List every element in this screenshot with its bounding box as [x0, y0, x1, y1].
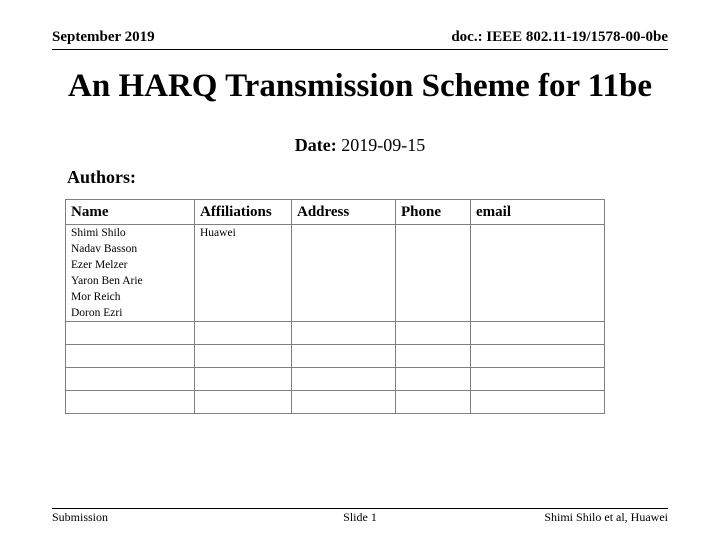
table-cell: [471, 345, 605, 368]
col-header-phone: Phone: [396, 200, 471, 225]
table-cell: [471, 368, 605, 391]
table-row: [66, 322, 605, 345]
date-line: [0, 135, 720, 156]
table-cell: [66, 391, 195, 414]
table-cell: [292, 368, 396, 391]
table-cell: [292, 391, 396, 414]
author-name: Doron Ezri: [71, 307, 123, 319]
table-cell: [396, 322, 471, 345]
header-divider: [52, 49, 668, 50]
footer-divider: [52, 508, 668, 509]
header-doc-id: doc.: IEEE 802.11-19/1578-00-0be: [451, 29, 668, 45]
table-cell: [292, 322, 396, 345]
table-cell: [471, 322, 605, 345]
authors-table: [65, 199, 605, 414]
col-header-email: email: [471, 200, 605, 225]
table-header-row: [66, 200, 605, 225]
col-header-affiliations: Affiliations: [195, 200, 292, 225]
table-cell: [396, 345, 471, 368]
author-name: Nadav Basson: [71, 243, 138, 255]
footer-slide-number: Slide 1: [343, 510, 377, 524]
cell-address: [292, 225, 396, 322]
table-cell: [195, 322, 292, 345]
table-cell: [471, 391, 605, 414]
cell-phone: [396, 225, 471, 322]
table-cell: [195, 391, 292, 414]
date-label: Date:: [294, 135, 337, 155]
cell-email: [471, 225, 605, 322]
table-row: [66, 391, 605, 414]
cell-names: [66, 225, 195, 322]
table-cell: [292, 345, 396, 368]
slide-title: An HARQ Transmission Scheme for 11be: [68, 68, 652, 104]
table-row: [66, 345, 605, 368]
table-cell: [396, 391, 471, 414]
table-cell: [66, 345, 195, 368]
col-header-name: Name: [66, 200, 195, 225]
header-date: September 2019: [52, 29, 155, 45]
table-cell: [66, 368, 195, 391]
col-header-address: Address: [292, 200, 396, 225]
author-name: Shimi Shilo: [71, 227, 126, 239]
footer-author: Shimi Shilo et al, Huawei: [544, 510, 668, 524]
table-cell: [396, 368, 471, 391]
table-cell: [195, 368, 292, 391]
table-cell: [195, 345, 292, 368]
authors-label: Authors:: [67, 167, 137, 187]
date-value: 2019-09-15: [341, 135, 426, 155]
author-name: Yaron Ben Arie: [71, 275, 143, 287]
cell-affiliation: Huawei: [195, 225, 292, 322]
footer-submission: Submission: [52, 510, 109, 524]
author-name: Mor Reich: [71, 291, 121, 303]
table-row: [66, 225, 605, 322]
table-row: [66, 368, 605, 391]
table-cell: [66, 322, 195, 345]
author-name: Ezer Melzer: [71, 259, 128, 271]
